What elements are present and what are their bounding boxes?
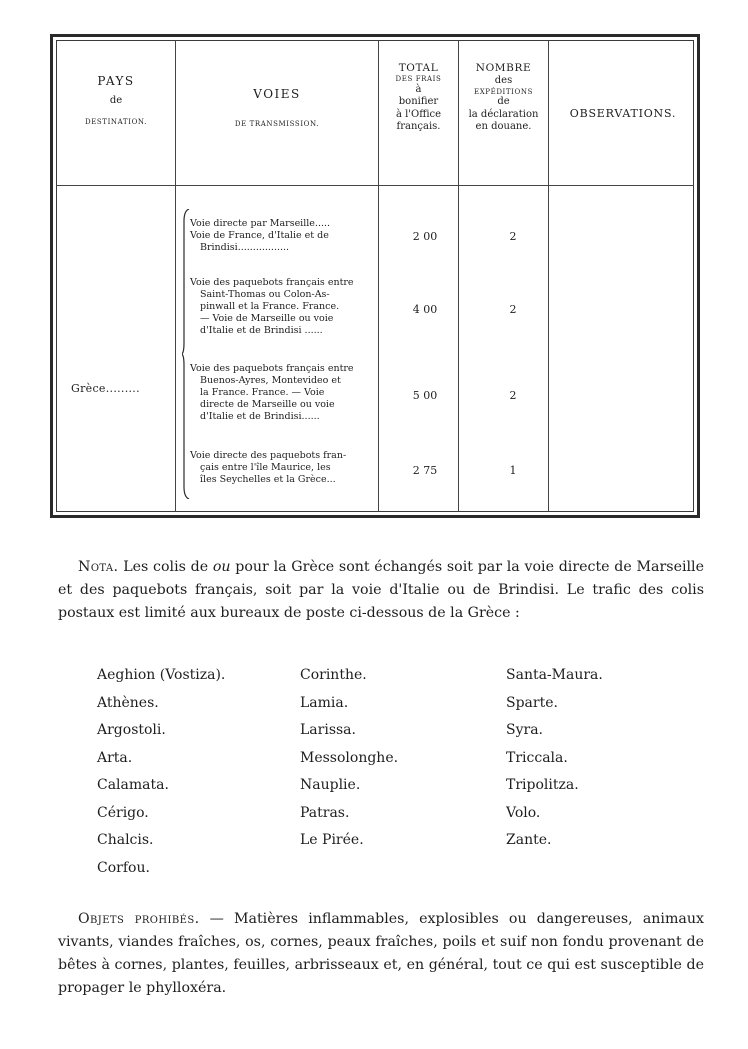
office-item: Arta. (97, 749, 133, 766)
office-item: Nauplie. (300, 777, 361, 793)
route-brace-icon (182, 209, 190, 499)
header-total-line6: français. (396, 121, 441, 133)
office-item: Corinthe. (300, 667, 367, 683)
header-pays-line3: DESTINATION. (84, 117, 148, 126)
header-nombre-line4: de (497, 96, 510, 108)
office-item: Calamata. (97, 777, 169, 793)
header-nombre (459, 62, 548, 134)
header-total-line2: DES FRAIS (395, 75, 442, 84)
office-item: Tripolitza. (506, 777, 579, 793)
route-row-4 (190, 450, 382, 486)
office-item: Cérigo. (97, 804, 149, 821)
office-item: Corfou. (97, 859, 150, 876)
header-voies-line2: DE TRANSMISSION. (234, 120, 320, 128)
header-total-line1: TOTAL (398, 62, 439, 74)
route-2-count: 2 (509, 303, 517, 316)
header-total-line5: à l'Office (395, 108, 442, 120)
office-item: Santa-Maura. (506, 667, 603, 683)
objets-paragraph (58, 908, 704, 1000)
office-item: Chalcis. (97, 832, 154, 848)
tariff-table (50, 34, 700, 518)
nota-emphasis: ou (212, 559, 231, 575)
office-item: Triccala. (506, 749, 568, 766)
route-3-line-3: la France. France. — Voie (200, 387, 325, 398)
route-4-line-2: çais entre l'île Maurice, les (200, 462, 331, 473)
route-3-line-5: d'Italie et de Brindisi...... (200, 411, 320, 422)
header-total-line4: bonifier (398, 96, 439, 108)
route-1-line-3: Brindisi................. (200, 242, 290, 253)
office-item: Le Pirée. (300, 832, 364, 848)
objets-label: Objets prohibés. (78, 911, 200, 927)
route-2-line-1: Voie des paquebots français entre (190, 277, 354, 288)
route-4-line-3: îles Seychelles et la Grèce... (200, 474, 336, 485)
route-row-3 (190, 363, 382, 423)
nota-text-before: Les colis de (118, 559, 213, 575)
office-item: Lamia. (300, 694, 349, 711)
office-item: Aeghion (Vostiza). (97, 667, 226, 683)
route-3-line-1: Voie des paquebots français entre (190, 363, 354, 374)
route-3-line-4: directe de Marseille ou voie (200, 399, 335, 410)
header-pays-line2: de (109, 95, 123, 106)
route-1-line-1: Voie directe par Marseille..... (190, 218, 331, 229)
header-observations-label: OBSERVATIONS. (569, 107, 677, 120)
office-item: Larissa. (300, 722, 356, 738)
office-item: Syra. (506, 722, 543, 738)
header-total (379, 62, 458, 134)
route-3-count: 2 (509, 389, 517, 402)
route-2-line-3: pinwall et la France. France. (200, 301, 340, 312)
header-nombre-line1: NOMBRE (475, 62, 532, 74)
header-observations (549, 107, 697, 121)
header-pays-line1: PAYS (97, 74, 135, 88)
header-voies-line1: VOIES (253, 87, 301, 101)
header-divider (56, 185, 694, 186)
header-total-line3: à (415, 83, 422, 95)
route-1-cost: 2 00 (412, 230, 438, 243)
office-column-3 (506, 662, 603, 855)
office-item: Argostoli. (97, 722, 166, 738)
nota-label: Nota. (78, 559, 119, 575)
nota-text-after: pour la Grèce sont échangés soit par la voie directe de Marseille et des paquebots français, soit par la voie d'Italie ou de Brindisi. Le trafic des colis postaux est limité aux bureaux de poste ci-dessous de la Grèce : (58, 559, 704, 621)
objets-text: — Matières inflammables, explosibles ou dangereuses, animaux vivants, viandes fraîches, os, cornes, peaux fraîches, poils et suif non fondu provenant de bêtes à cornes, plantes, feuilles, arbrisseaux et, en général, tout ce qui est susceptible de propager le phylloxéra. (58, 911, 705, 996)
route-4-cost: 2 75 (412, 464, 438, 477)
nota-paragraph (58, 556, 704, 625)
route-1-line-2: Voie de France, d'Italie et de (190, 230, 329, 241)
office-item: Sparte. (506, 694, 558, 711)
route-3-cost: 5 00 (412, 389, 438, 402)
route-4-line-1: Voie directe des paquebots fran- (190, 450, 347, 461)
route-2-line-4: — Voie de Marseille ou voie (200, 313, 334, 324)
header-nombre-line5: la déclaration (468, 108, 539, 120)
route-1-count: 2 (509, 230, 517, 243)
column-divider-1 (175, 40, 176, 512)
office-column-2 (300, 662, 398, 855)
header-nombre-line2: des (494, 75, 513, 87)
route-2-line-5: d'Italie et de Brindisi ...... (200, 325, 323, 336)
office-column-1 (97, 662, 225, 882)
office-item: Zante. (506, 832, 552, 848)
route-4-count: 1 (509, 464, 517, 477)
route-2-cost: 4 00 (412, 303, 438, 316)
office-item: Patras. (300, 804, 350, 821)
destination-country: Grèce......... (71, 382, 140, 395)
office-item: Messolonghe. (300, 749, 399, 766)
office-item: Volo. (506, 804, 541, 821)
header-pays (57, 74, 175, 126)
office-item: Athènes. (97, 694, 159, 711)
route-3-line-2: Buenos-Ayres, Montevideo et (200, 375, 341, 386)
header-voies (177, 87, 377, 129)
route-row-2 (190, 277, 382, 337)
header-nombre-line6: en douane. (475, 121, 532, 133)
route-2-line-2: Saint-Thomas ou Colon-As- (200, 289, 330, 300)
route-row-1 (190, 218, 382, 254)
header-nombre-line3: EXPÉDITIONS (474, 87, 533, 96)
